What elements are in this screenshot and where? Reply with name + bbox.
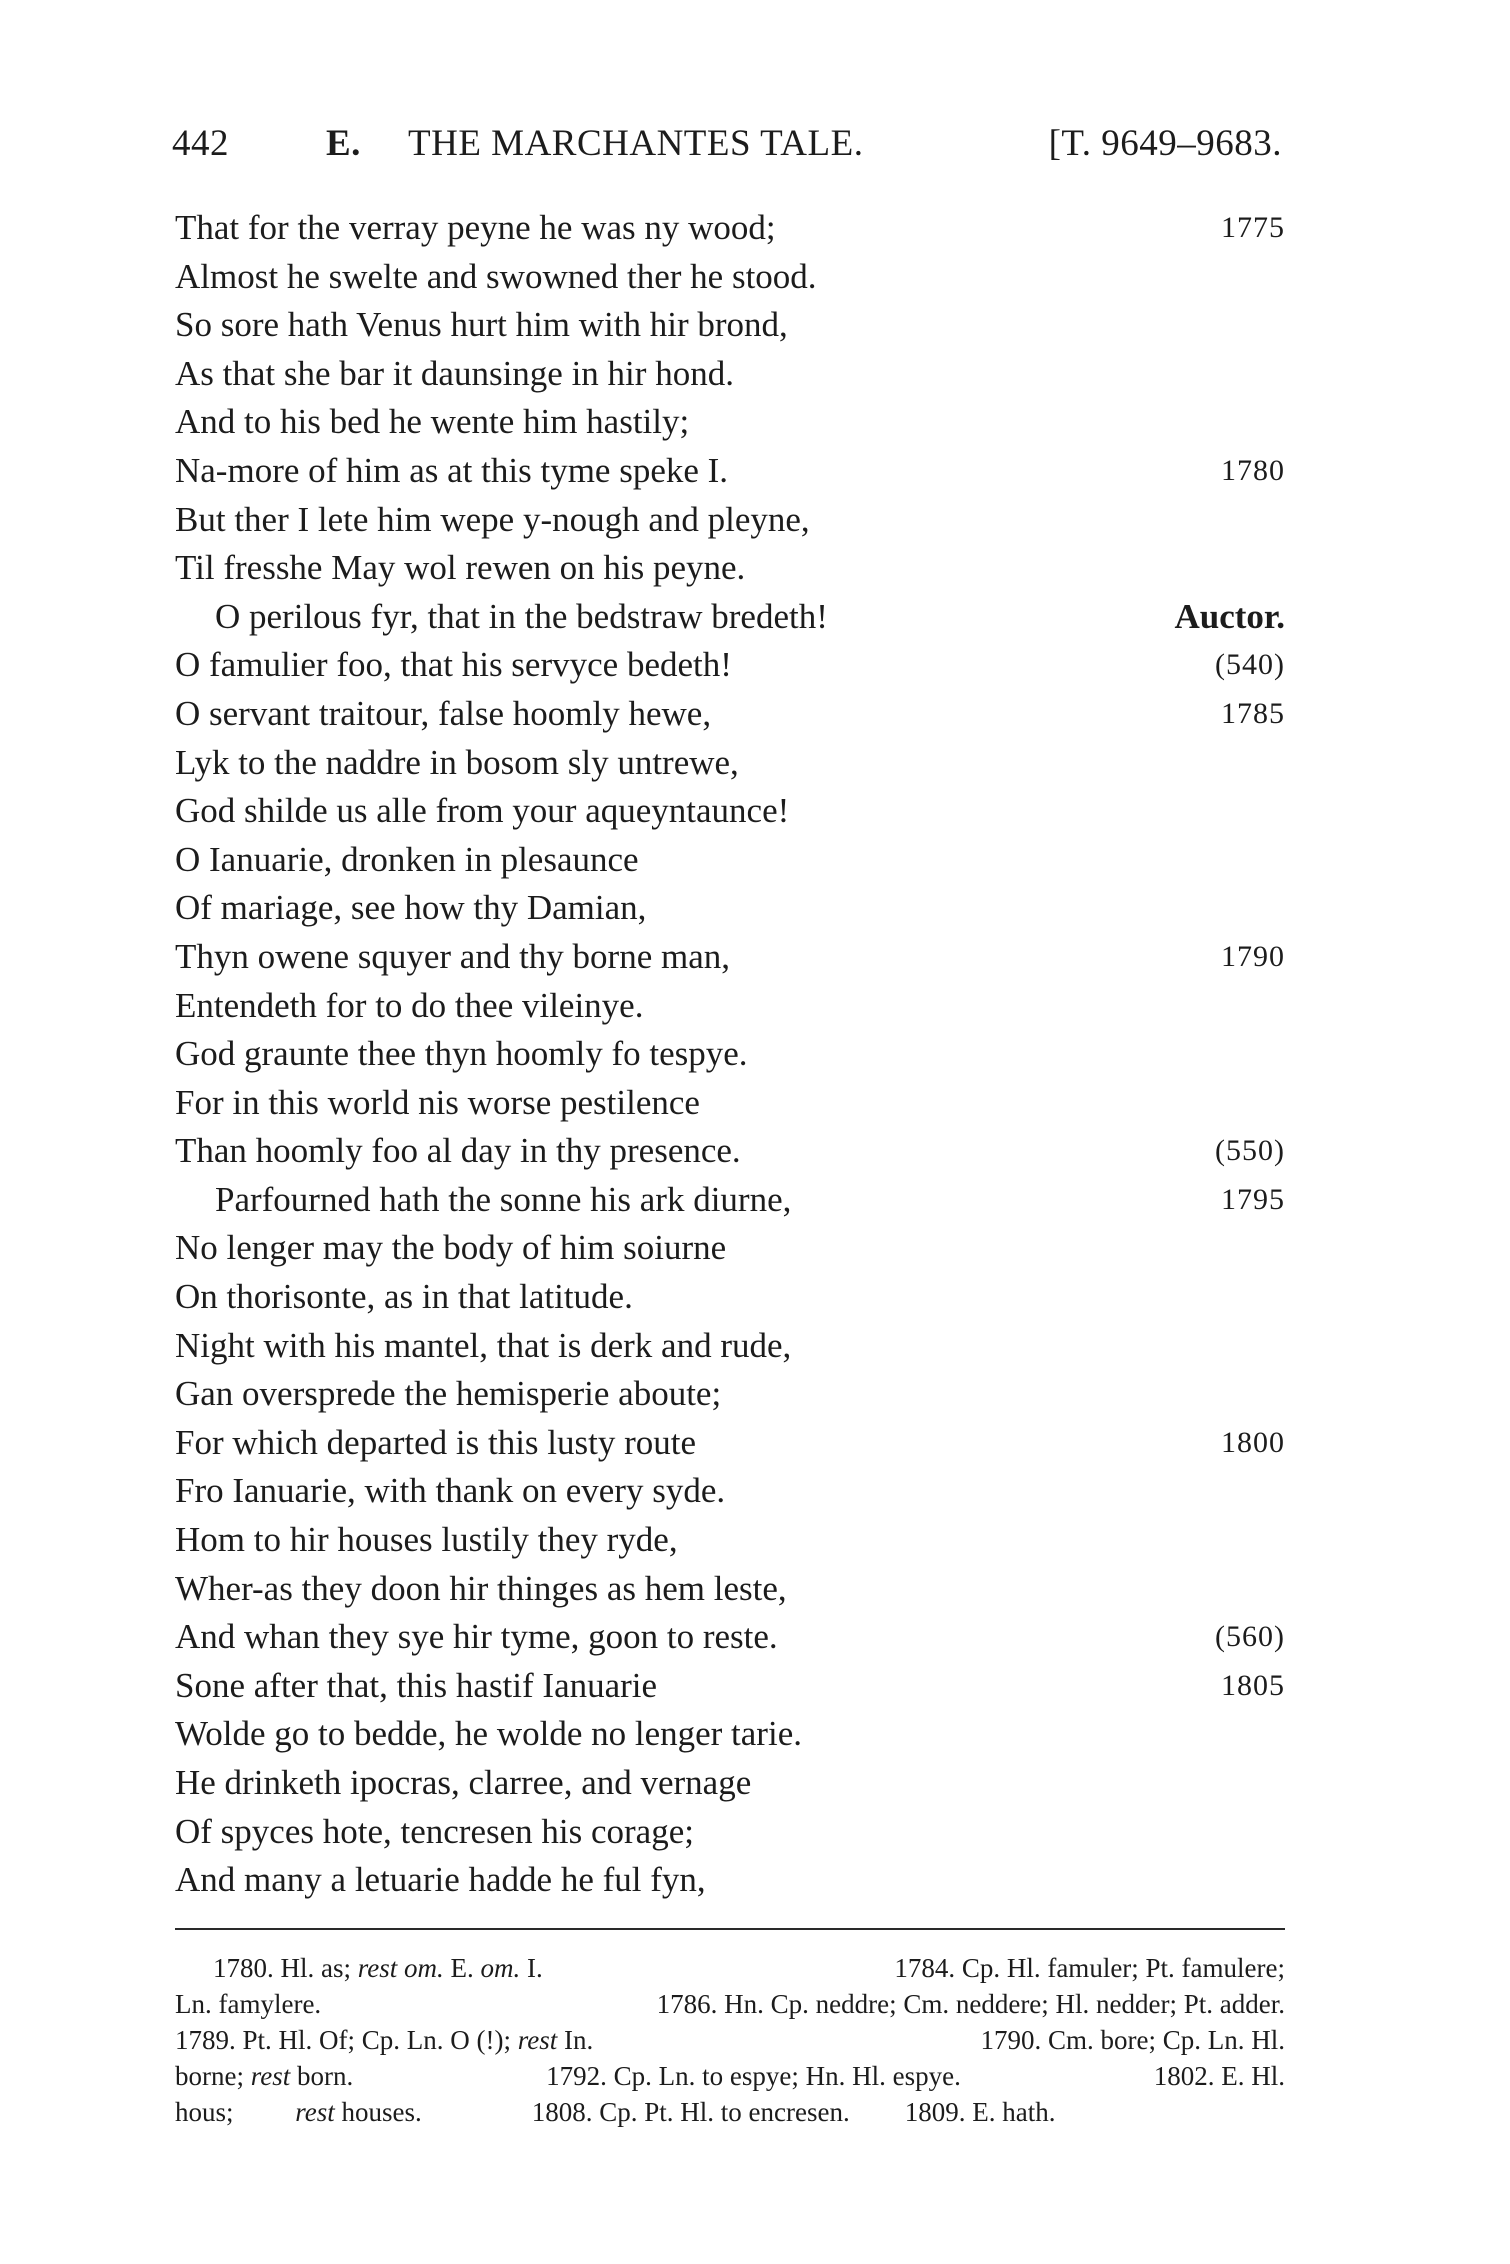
verse-line: [175, 1759, 1285, 1808]
verse-line: [175, 836, 1285, 885]
verse-text: Na-more of him as at this tyme speke I.: [175, 450, 729, 490]
verse-text: And to his bed he wente him hastily;: [175, 402, 690, 442]
verse-line: [175, 1079, 1285, 1128]
line-number: (550): [1215, 1134, 1285, 1168]
verse-line: [175, 1662, 1285, 1711]
footnote-line: [175, 2094, 1285, 2130]
page-number: 442: [172, 123, 229, 164]
line-number: (560): [1215, 1620, 1285, 1654]
verse-line: [175, 690, 1285, 739]
line-number: 1785: [1221, 696, 1285, 730]
running-header: [172, 122, 1282, 170]
verse-text: For which departed is this lusty route: [175, 1422, 697, 1462]
verse-text: For in this world nis worse pestilence: [175, 1082, 700, 1122]
verse-text: He drinketh ipocras, clarree, and vernage: [175, 1763, 752, 1802]
verse-text: Of spyces hote, tencresen his corage;: [175, 1811, 694, 1851]
verse-text: On thorisonte, as in that latitude.: [175, 1277, 633, 1317]
verse-line: [175, 1613, 1285, 1662]
line-number: 1795: [1221, 1182, 1285, 1216]
footnote-1802-cont: hous; rest houses.: [175, 2097, 422, 2127]
verse-line: [175, 641, 1285, 690]
line-range: [T. 9649–9683.: [1048, 123, 1282, 164]
verse-text: Thyn owene squyer and thy borne man,: [175, 936, 730, 976]
verse-line: [175, 1273, 1285, 1322]
verse-text: Parfourned hath the sonne his ark diurne,: [215, 1179, 792, 1219]
marginal-note: Auctor.: [1174, 596, 1285, 636]
footnote-1789: 1789. Pt. Hl. Of; Cp. Ln. O (!); rest In.: [175, 2025, 594, 2055]
line-number: 1780: [1221, 453, 1285, 487]
verse-text: Wher-as they doon hir thinges as hem leste,: [175, 1568, 787, 1608]
footnote-1790: 1790. Cm. bore; Cp. Ln. Hl.: [980, 2025, 1285, 2055]
verse-text: Til fresshe May wol rewen on his peyne.: [175, 548, 746, 588]
verse-line: [175, 1467, 1285, 1516]
verse-text: Gan oversprede the hemisperie aboute;: [175, 1374, 722, 1414]
verse-line: [175, 447, 1285, 496]
verse-line: [175, 593, 1285, 642]
verse-line: [175, 1565, 1285, 1614]
verse-text: O famulier foo, that his servyce bedeth!: [175, 645, 732, 685]
verse-line: [175, 739, 1285, 788]
verse-text: O Ianuarie, dronken in plesaunce: [175, 839, 639, 879]
verse-block: [175, 204, 1285, 1905]
verse-text: God graunte thee thyn hoomly fo tespye.: [175, 1034, 748, 1074]
footnote-1780: 1780. Hl. as; rest om. E. om. I.: [213, 1953, 543, 1983]
verse-line: [175, 204, 1285, 253]
verse-line: [175, 1370, 1285, 1419]
verse-line: [175, 1224, 1285, 1273]
verse-text: Wolde go to bedde, he wolde no lenger tarie.: [175, 1714, 802, 1754]
verse-line: [175, 933, 1285, 982]
verse-line: [175, 253, 1285, 302]
verse-text: That for the verray peyne he was ny wood;: [175, 208, 776, 247]
verse-text: Entendeth for to do thee vileinye.: [175, 985, 644, 1025]
verse-text: O servant traitour, false hoomly hewe,: [175, 693, 712, 733]
verse-text: And whan they sye hir tyme, goon to reste.: [175, 1617, 778, 1657]
line-number: 1805: [1221, 1668, 1285, 1702]
verse-text: God shilde us alle from your aqueyntaunce!: [175, 791, 790, 831]
verse-text: Night with his mantel, that is derk and rude,: [175, 1325, 792, 1365]
verse-line: [175, 982, 1285, 1031]
footnote-1784-cont: Ln. famylere.: [175, 1989, 322, 2019]
verse-line: [175, 1856, 1285, 1905]
line-number: 1790: [1221, 939, 1285, 973]
verse-line: [175, 1322, 1285, 1371]
verse-text: Fro Ianuarie, with thank on every syde.: [175, 1471, 726, 1511]
verse-line: [175, 496, 1285, 545]
verse-line: [175, 1808, 1285, 1857]
footnote-1784: 1784. Cp. Hl. famuler; Pt. famulere;: [894, 1953, 1285, 1983]
footnote-1808: 1808. Cp. Pt. Hl. to encresen.: [531, 2097, 850, 2127]
verse-line: [175, 787, 1285, 836]
footnote-1792: 1792. Cp. Ln. to espye; Hn. Hl. espye.: [546, 2061, 961, 2091]
verse-text: Lyk to the naddre in bosom sly untrewe,: [175, 742, 739, 782]
verse-text: O perilous fyr, that in the bedstraw bredeth!: [215, 596, 828, 636]
verse-text: No lenger may the body of him soiurne: [175, 1228, 727, 1268]
verse-line: [175, 1419, 1285, 1468]
verse-line: [175, 1176, 1285, 1225]
verse-text: Sone after that, this hastif Ianuarie: [175, 1665, 658, 1705]
verse-text: So sore hath Venus hurt him with hir brond,: [175, 305, 788, 345]
verse-line: [175, 350, 1285, 399]
line-number: (540): [1215, 648, 1285, 682]
line-number: 1800: [1221, 1425, 1285, 1459]
verse-line: [175, 1710, 1285, 1759]
verse-line: [175, 1030, 1285, 1079]
verse-text: And many a letuarie hadde he ful fyn,: [175, 1860, 706, 1900]
verse-line: [175, 301, 1285, 350]
footnote-1802: 1802. E. Hl.: [1153, 2061, 1285, 2091]
footnote-line: [175, 1986, 1285, 2022]
verse-text: As that she bar it daunsinge in hir hond.: [175, 353, 734, 393]
section-letter: E.: [326, 123, 361, 164]
footnote-1809: 1809. E. hath.: [904, 2097, 1056, 2127]
verse-line: [175, 544, 1285, 593]
footnote-line: [175, 2058, 1285, 2094]
line-number: 1775: [1221, 211, 1285, 244]
footnote-line: [175, 1950, 1285, 1986]
footnote-line: [175, 2022, 1285, 2058]
verse-text: Than hoomly foo al day in thy presence.: [175, 1131, 741, 1171]
verse-line: [175, 1516, 1285, 1565]
verse-text: Of mariage, see how thy Damian,: [175, 888, 647, 928]
verse-text: Almost he swelte and swowned ther he stood.: [175, 256, 817, 296]
verse-line: [175, 884, 1285, 933]
footnote-1786: 1786. Hn. Cp. neddre; Cm. neddere; Hl. nedder; Pt. adder.: [656, 1989, 1285, 2019]
footnote-rule: [175, 1928, 1285, 1930]
verse-line: [175, 398, 1285, 447]
footnote-1790-cont: borne; rest born.: [175, 2061, 354, 2091]
verse-line: [175, 1127, 1285, 1176]
verse-text: Hom to hir houses lustily they ryde,: [175, 1520, 678, 1560]
verse-text: But ther I lete him wepe y-nough and pleyne,: [175, 499, 810, 539]
footnotes: [175, 1950, 1285, 2130]
running-title: THE MARCHANTES TALE.: [408, 123, 864, 164]
